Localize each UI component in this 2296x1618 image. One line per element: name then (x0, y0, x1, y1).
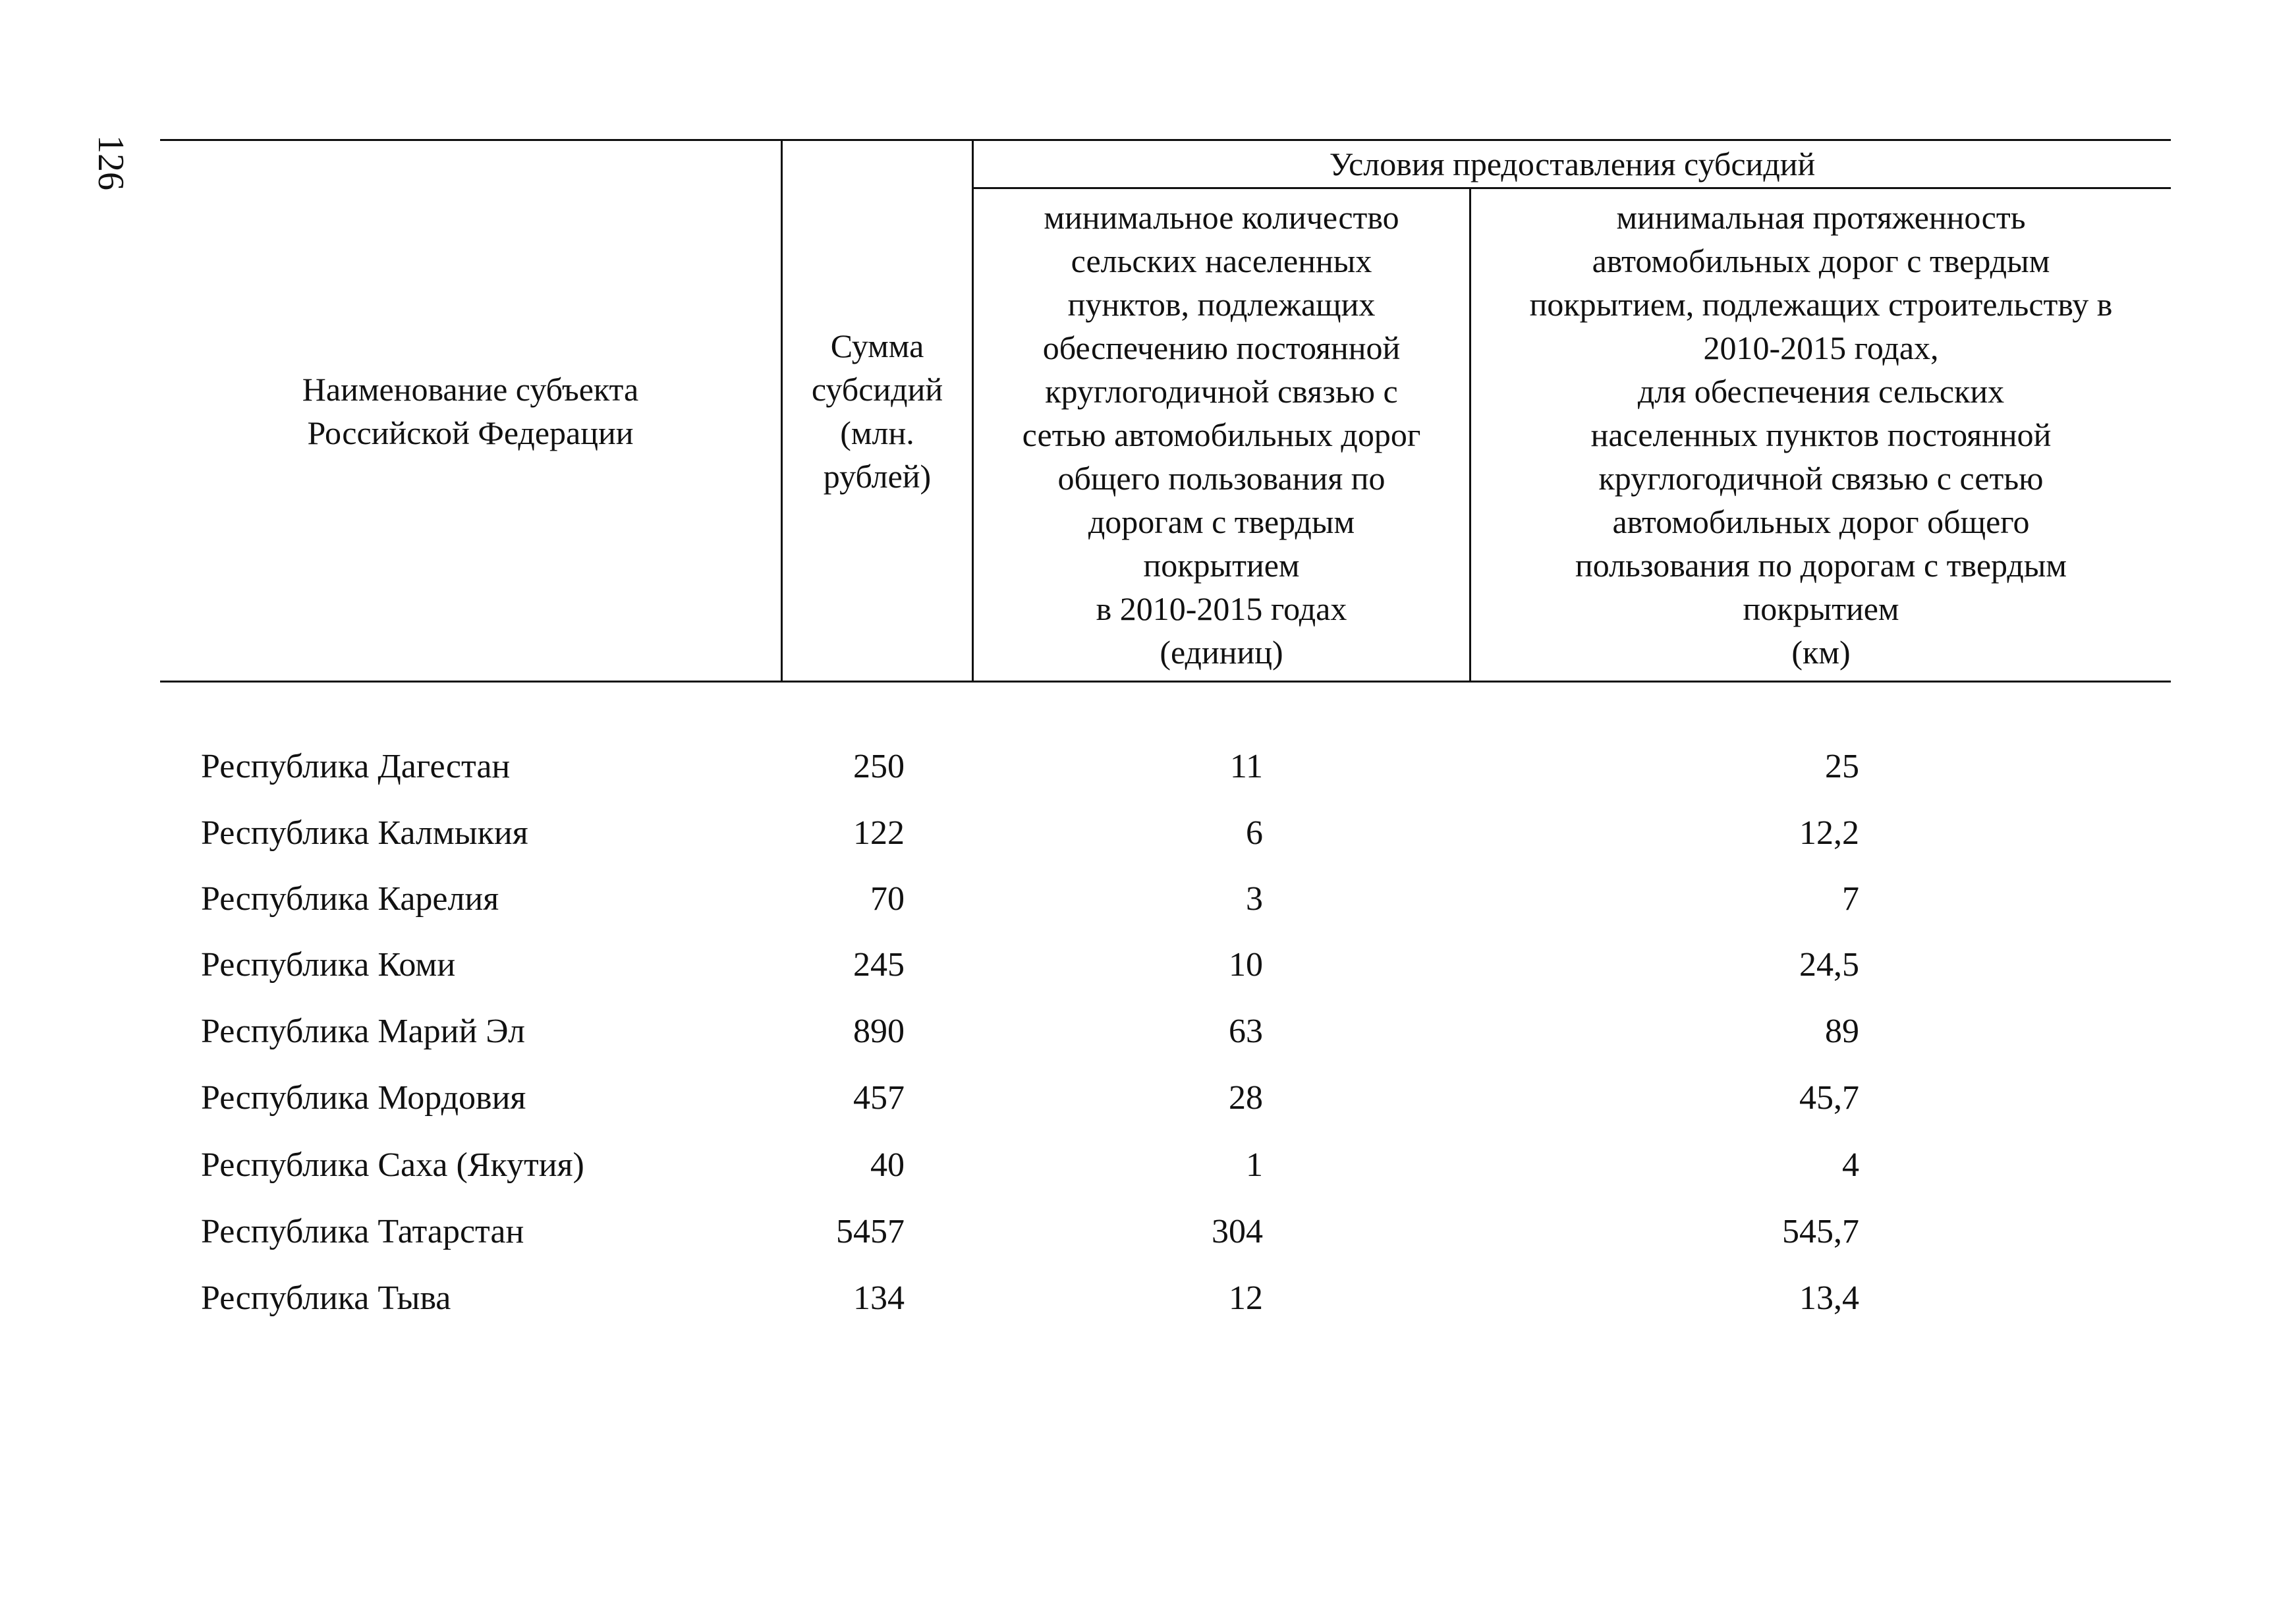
row-subject-name: Республика Саха (Якутия) (201, 1146, 584, 1184)
table-row (0, 1277, 2296, 1320)
col-length-line: (км) (1791, 634, 1851, 671)
row-road-length: 45,7 (1799, 1079, 1859, 1117)
row-settlement-count: 1 (1246, 1146, 1263, 1184)
header-col-name (160, 141, 781, 681)
col-length-line: покрытием (1743, 590, 1899, 627)
col-count-line: обеспечению постоянной (1042, 329, 1401, 366)
row-subject-name: Республика Татарстан (201, 1213, 524, 1250)
table-row (0, 1210, 2296, 1254)
row-subject-name: Республика Марий Эл (201, 1013, 525, 1050)
row-subject-name: Республика Дагестан (201, 748, 511, 785)
col-length-line: круглогодичной связью с сетью (1598, 460, 2044, 497)
group-title-text: Условия предоставления субсидий (1329, 146, 1816, 182)
row-subsidy-sum: 890 (853, 1013, 905, 1050)
col-count-line: в 2010-2015 годах (1096, 590, 1347, 627)
col-sum-line: рублей) (823, 457, 932, 495)
col-length-title (1530, 196, 2113, 674)
table-row (0, 878, 2296, 921)
col-count-line: общего пользования по (1057, 460, 1386, 497)
table-row (0, 812, 2296, 855)
table-row (0, 1010, 2296, 1053)
col-sum-title (812, 324, 943, 498)
row-subsidy-sum: 5457 (836, 1213, 905, 1250)
row-subsidy-sum: 134 (853, 1279, 905, 1317)
row-subsidy-sum: 122 (853, 814, 905, 852)
col-name-line: Российской Федерации (307, 414, 634, 451)
row-settlement-count: 3 (1246, 880, 1263, 918)
col-count-line: дорогам с твердым (1088, 503, 1355, 540)
col-count-line: покрытием (1143, 547, 1300, 584)
row-subject-name: Республика Калмыкия (201, 814, 528, 852)
row-subsidy-sum: 70 (870, 880, 905, 918)
row-settlement-count: 10 (1229, 946, 1263, 984)
table-row (0, 1144, 2296, 1187)
row-settlement-count: 63 (1229, 1013, 1263, 1050)
col-count-line: сетью автомобильных дорог (1022, 416, 1421, 453)
col-sum-line: Сумма (830, 327, 924, 364)
row-settlement-count: 304 (1212, 1213, 1263, 1250)
col-count-line: пунктов, подлежащих (1067, 286, 1376, 323)
col-count-line: круглогодичной связью с (1045, 373, 1398, 410)
row-subject-name: Республика Коми (201, 946, 456, 984)
col-count-line: (единиц) (1160, 634, 1283, 671)
row-road-length: 24,5 (1799, 946, 1859, 984)
header-col-sum (783, 141, 972, 681)
row-road-length: 545,7 (1782, 1213, 1859, 1250)
col-length-line: покрытием, подлежащих строительству в (1529, 286, 2113, 323)
col-name-title (302, 368, 638, 455)
row-subject-name: Республика Мордовия (201, 1079, 526, 1117)
header-group-title (974, 141, 2171, 187)
col-count-line: минимальное количество (1044, 199, 1399, 236)
col-count-line: сельских населенных (1071, 242, 1372, 279)
row-road-length: 7 (1842, 880, 1859, 918)
table-header-bottom-rule (160, 681, 2171, 683)
row-settlement-count: 12 (1229, 1279, 1263, 1317)
page-number: 126 (90, 135, 131, 190)
row-subject-name: Республика Тыва (201, 1279, 451, 1317)
row-settlement-count: 11 (1229, 748, 1263, 785)
col-length-line: автомобильных дорог общего (1612, 503, 2030, 540)
table-row (0, 745, 2296, 789)
row-subsidy-sum: 245 (853, 946, 905, 984)
col-length-line: пользования по дорогам с твердым (1575, 547, 2067, 584)
row-road-length: 12,2 (1799, 814, 1859, 852)
col-length-line: 2010-2015 годах, (1703, 329, 1939, 366)
row-subject-name: Республика Карелия (201, 880, 499, 918)
row-road-length: 4 (1842, 1146, 1859, 1184)
col-count-title (1022, 196, 1421, 674)
col-length-line: минимальная протяженность (1616, 199, 2026, 236)
row-settlement-count: 28 (1229, 1079, 1263, 1117)
row-subsidy-sum: 250 (853, 748, 905, 785)
row-road-length: 13,4 (1799, 1279, 1859, 1317)
header-col-length (1471, 189, 2171, 681)
col-sum-line: субсидий (811, 370, 943, 408)
col-sum-line: (млн. (840, 414, 914, 451)
row-settlement-count: 6 (1246, 814, 1263, 852)
table-row (0, 943, 2296, 987)
col-length-line: автомобильных дорог с твердым (1592, 242, 2050, 279)
col-name-line: Наименование субъекта (302, 370, 639, 408)
row-subsidy-sum: 40 (870, 1146, 905, 1184)
row-road-length: 89 (1825, 1013, 1859, 1050)
row-road-length: 25 (1825, 748, 1859, 785)
row-subsidy-sum: 457 (853, 1079, 905, 1117)
table-row (0, 1076, 2296, 1120)
col-length-line: населенных пунктов постоянной (1590, 416, 2052, 453)
header-col-count (974, 189, 1469, 681)
col-length-line: для обеспечения сельских (1637, 373, 2005, 410)
